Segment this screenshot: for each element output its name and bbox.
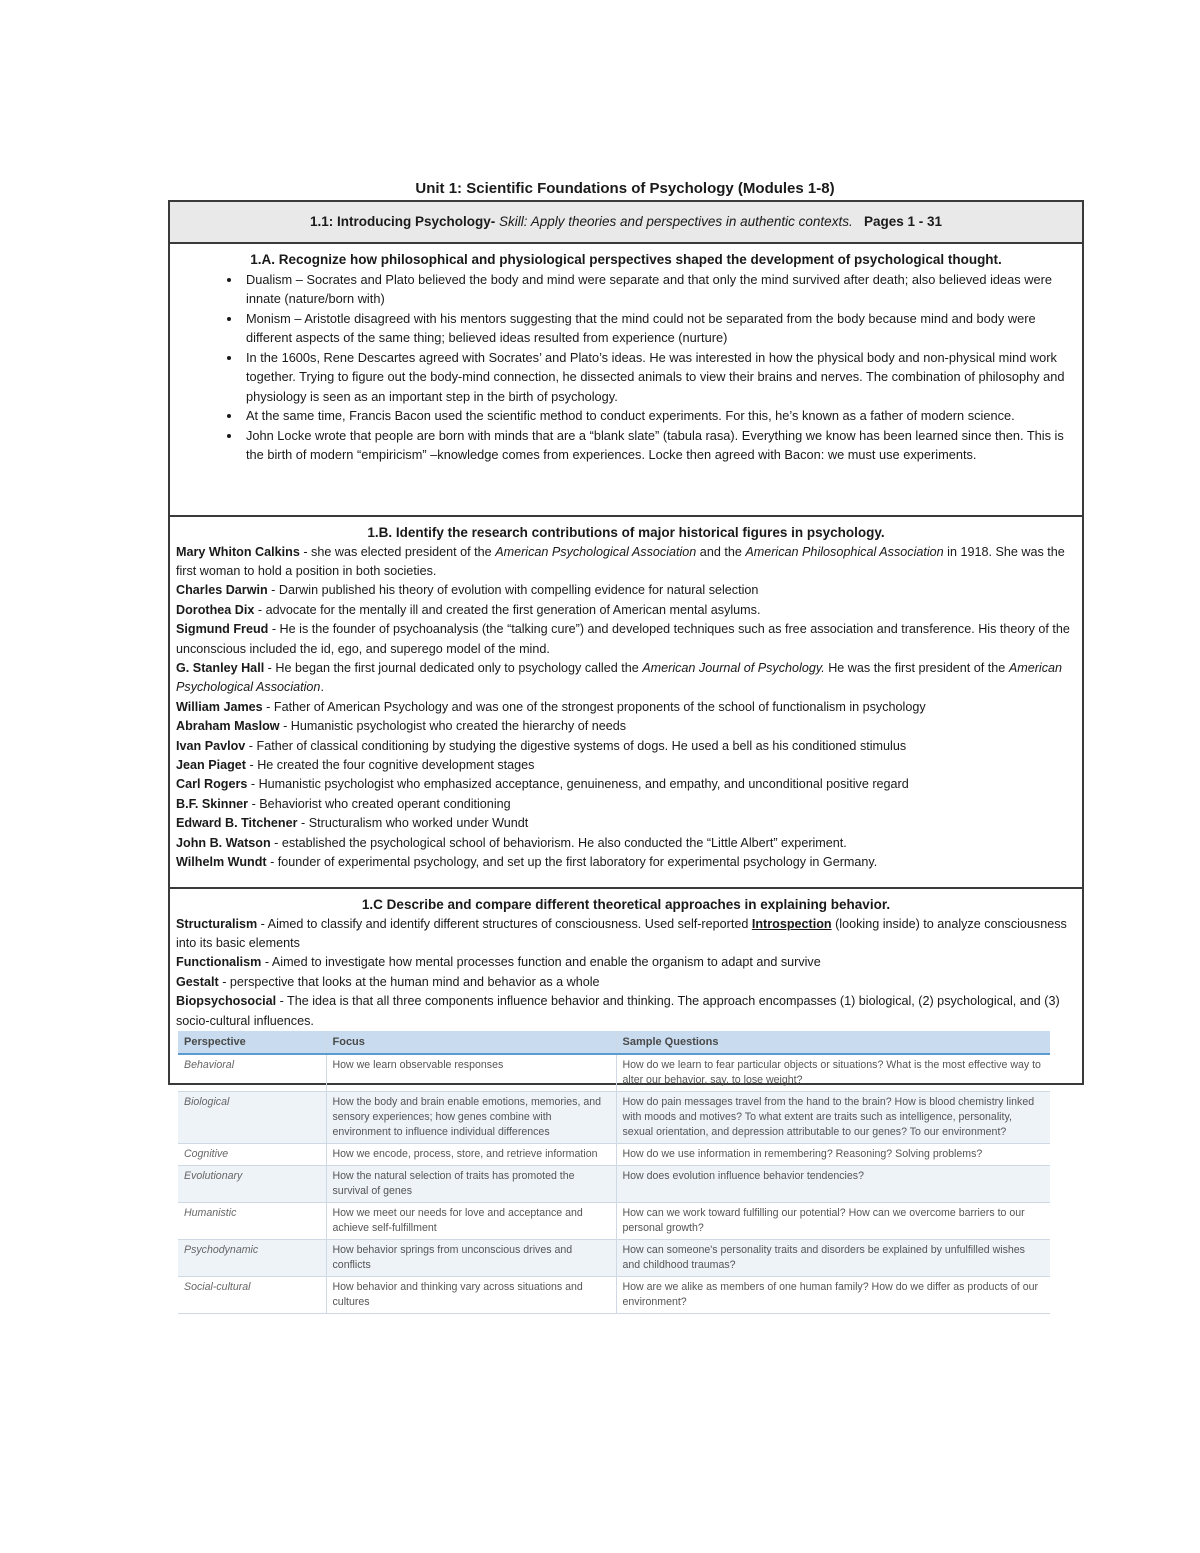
figure-name: Edward B. Titchener (176, 816, 298, 831)
questions-cell: How are we alike as members of one human family? How do we differ as products of our environment? (616, 1276, 1050, 1313)
introspection-term: Introspection (751, 916, 832, 931)
approach-desc: - Aimed to investigate how mental processes function and enable the organism to adapt and survive (261, 955, 821, 970)
focus-cell: How behavior and thinking vary across situations and cultures (326, 1276, 616, 1313)
table-header-row (178, 1031, 1050, 1054)
figure-desc: - Structuralism who worked under Wundt (297, 816, 529, 831)
figure-desc: - Humanistic psychologist who created the hierarchy of needs (279, 719, 627, 734)
unit-outline-frame (168, 200, 1084, 1308)
col-header-focus: Focus (326, 1031, 616, 1054)
table-row (178, 1165, 1050, 1202)
figure-entry (176, 601, 1076, 620)
perspective-cell: Psychodynamic (178, 1239, 326, 1276)
figure-name: John B. Watson (176, 835, 271, 850)
table-row (178, 1239, 1050, 1276)
approach-entry-structuralism (176, 915, 1076, 954)
figure-entry (176, 834, 1076, 853)
figure-entry (176, 775, 1076, 794)
figure-desc: - Darwin published his theory of evolution with compelling evidence for natural selection (267, 583, 759, 598)
approach-name: Functionalism (176, 955, 262, 970)
journal-name: American Journal of Psychology. (642, 660, 825, 675)
perspective-cell: Evolutionary (178, 1165, 326, 1202)
bullet-locke: • John Locke wrote that people are born with minds that are a “blank slate” (tabula rasa). Everything we know has been learned since then. This is the birth of modern “empiricism” –knowledge comes from experiences. Locke then agreed with Bacon: we must use experiments. (242, 426, 1076, 465)
approach-name: Structuralism (176, 916, 258, 931)
section-1a-title: 1.A. Recognize how philosophical and physiological perspectives shaped the development of psychological thought. (250, 252, 1002, 267)
perspectives-table (178, 1031, 1050, 1314)
questions-cell: How do we learn to fear particular objects or situations? What is the most effective way to alter our behavior, say, to lose weight? (616, 1054, 1050, 1092)
section-1a (170, 244, 1082, 517)
perspective-cell: Biological (178, 1091, 326, 1143)
figure-entry (176, 698, 1076, 717)
figure-desc: - Behaviorist who created operant conditioning (248, 796, 511, 811)
figure-entry (176, 620, 1076, 659)
table-row (178, 1202, 1050, 1239)
org-name: American Psychological Association (495, 544, 697, 559)
section-1b (170, 517, 1082, 889)
table-row (178, 1276, 1050, 1313)
figure-entry (176, 814, 1076, 833)
figure-name: Jean Piaget (176, 757, 246, 772)
questions-cell: How do we use information in remembering? Reasoning? Solving problems? (616, 1143, 1050, 1165)
figure-name: Charles Darwin (176, 583, 268, 598)
perspective-cell: Behavioral (178, 1054, 326, 1092)
col-header-perspective: Perspective (178, 1031, 326, 1054)
focus-cell: How behavior springs from unconscious drives and conflicts (326, 1239, 616, 1276)
approach-entry (176, 992, 1076, 1031)
approach-name: Gestalt (176, 974, 219, 989)
figure-entry (176, 853, 1076, 872)
figure-desc: in 1918. She was the first woman to hold a position in both societies. (176, 544, 1065, 578)
focus-cell: How the natural selection of traits has promoted the survival of genes (326, 1165, 616, 1202)
figure-desc: . (320, 680, 324, 695)
approach-desc: - The idea is that all three components influence behavior and thinking. The approach encompasses (1) biological, (2) psychological, and (3) socio-cultural influences. (176, 994, 1060, 1028)
section-header (170, 202, 1082, 244)
figure-desc: - established the psychological school of behaviorism. He also conducted the “Little Albert” experiment. (270, 835, 847, 850)
figure-name: Wilhelm Wundt (176, 855, 267, 869)
col-header-sample-questions: Sample Questions (616, 1031, 1050, 1054)
questions-cell: How can someone's personality traits and disorders be explained by unfulfilled wishes and childhood traumas? (616, 1239, 1050, 1276)
figure-name: William James (176, 699, 263, 714)
pages-range: Pages 1 - 31 (863, 214, 943, 229)
focus-cell: How we learn observable responses (326, 1054, 616, 1092)
org-name: American Philosophical Association (745, 544, 944, 559)
figure-desc: - Father of American Psychology and was one of the strongest proponents of the school of functionalism in psychology (262, 699, 926, 714)
figure-entry (176, 737, 1076, 756)
bullet-bacon: • At the same time, Francis Bacon used the scientific method to conduct experiments. For this, he’s known as a father of modern science. (242, 406, 1076, 426)
table-row (178, 1143, 1050, 1165)
approach-desc: - Aimed to classify and identify different structures of consciousness. Used self-reported (257, 916, 752, 931)
questions-cell: How do pain messages travel from the hand to the brain? How is blood chemistry linked with moods and motives? To what extent are traits such as intelligence, personality, sexual orientation, and depression attributable to our genes? To our environment? (616, 1091, 1050, 1143)
approach-name: Biopsychosocial (176, 994, 277, 1009)
figure-name: G. Stanley Hall (176, 660, 265, 675)
figure-desc: - Father of classical conditioning by studying the digestive systems of dogs. He used a bell as his conditioned stimulus (245, 738, 907, 753)
figure-name: Mary Whiton Calkins (176, 544, 300, 559)
figure-entry-calkins (176, 543, 1076, 582)
perspective-cell: Social-cultural (178, 1276, 326, 1313)
section-1c (170, 889, 1082, 1318)
focus-cell: How we encode, process, store, and retrieve information (326, 1143, 616, 1165)
perspective-cell: Cognitive (178, 1143, 326, 1165)
figure-name: Carl Rogers (176, 777, 248, 792)
figure-name: Ivan Pavlov (176, 738, 246, 753)
skill-text: Skill: Apply theories and perspectives in authentic contexts. (495, 214, 853, 229)
approach-entry (176, 973, 1076, 992)
section-1c-title: 1.C Describe and compare different theoretical approaches in explaining behavior. (361, 897, 891, 912)
figure-entry (176, 795, 1076, 814)
figure-desc: He was the first president of the (824, 660, 1009, 675)
approach-desc: (looking inside) to analyze consciousness into its basic elements (176, 916, 1067, 950)
approach-entry (176, 953, 1076, 972)
org-name: American Psychological Association (176, 660, 1063, 695)
figure-desc: - He created the four cognitive development stages (246, 757, 535, 772)
bullet-monism: • Monism – Aristotle disagreed with his mentors suggesting that the mind could not be separated from the body because mind and body were different aspects of the same thing; believed ideas resulted from experience (nurture) (242, 309, 1076, 348)
approach-desc: - perspective that looks at the human mind and behavior as a whole (218, 974, 600, 989)
table-row (178, 1091, 1050, 1143)
figure-desc: - He began the first journal dedicated only to psychology called the (264, 660, 643, 675)
questions-cell: How does evolution influence behavior tendencies? (616, 1165, 1050, 1202)
figure-entry (176, 581, 1076, 600)
figure-desc: and the (696, 544, 746, 559)
figure-desc: - He is the founder of psychoanalysis (the “talking cure”) and developed techniques such as free association and transference. His theory of the unconscious included the id, ego, and superego model of the mind. (176, 622, 1070, 656)
figure-name: Sigmund Freud (176, 622, 269, 637)
questions-cell: How can we work toward fulfilling our potential? How can we overcome barriers to our personal growth? (616, 1202, 1050, 1239)
focus-cell: How we meet our needs for love and acceptance and achieve self-fulfillment (326, 1202, 616, 1239)
unit-title: Unit 1: Scientific Foundations of Psychology (Modules 1-8) (415, 180, 835, 197)
figure-name: B.F. Skinner (176, 796, 249, 811)
figure-desc: - advocate for the mentally ill and created the first generation of American mental asylums. (254, 602, 761, 617)
figure-desc: - founder of experimental psychology, and set up the first laboratory for experimental psychology in Germany. (266, 855, 878, 869)
section-1a-bullets (176, 270, 1076, 465)
bullet-descartes: • In the 1600s, Rene Descartes agreed with Socrates’ and Plato’s ideas. He was interested in how the physical body and non-physical mind work together. Trying to figure out the body-mind connection, he dissected animals to view their brains and nerves. The combination of philosophy and physiology is seen as an important step in the birth of psychology. (242, 348, 1076, 407)
section-1b-title: 1.B. Identify the research contributions of major historical figures in psychology. (367, 525, 885, 540)
table-row (178, 1054, 1050, 1092)
section-code: 1.1: Introducing Psychology- (309, 214, 496, 229)
bullet-dualism: • Dualism – Socrates and Plato believed the body and mind were separate and that only the mind survived after death; also believed ideas were innate (nature/born with) (242, 270, 1076, 309)
focus-cell: How the body and brain enable emotions, memories, and sensory experiences; how genes combine with environment to influence individual differences (326, 1091, 616, 1143)
figure-entry-hall (176, 659, 1076, 698)
figure-desc: - Humanistic psychologist who emphasized acceptance, genuineness, and empathy, and unconditional positive regard (247, 777, 909, 792)
figure-desc: - she was elected president of the (299, 544, 496, 559)
figure-entry (176, 717, 1076, 736)
figure-entry (176, 756, 1076, 775)
perspective-cell: Humanistic (178, 1202, 326, 1239)
figure-name: Dorothea Dix (176, 602, 255, 617)
figure-name: Abraham Maslow (176, 719, 280, 734)
